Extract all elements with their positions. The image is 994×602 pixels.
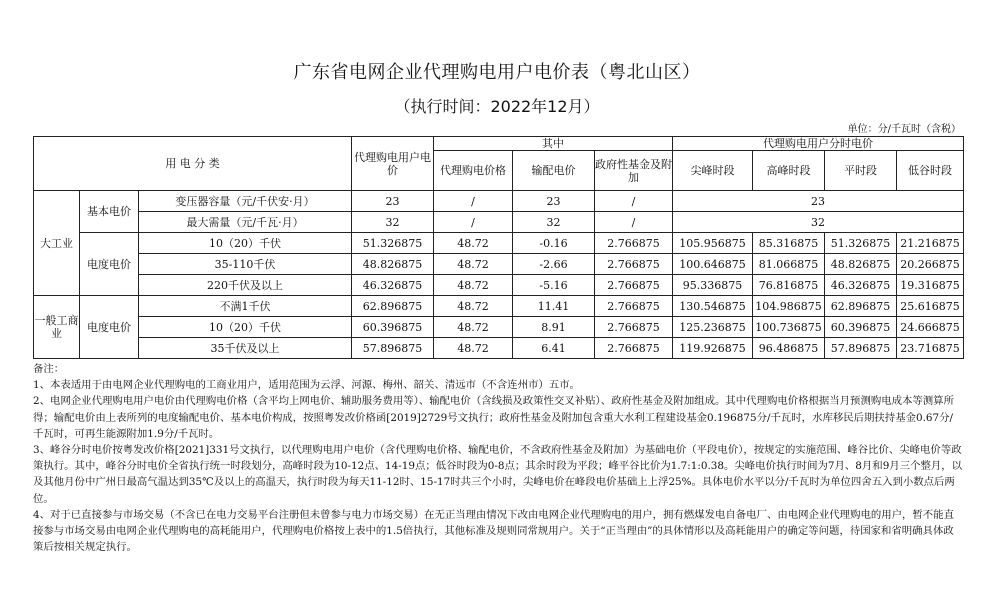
table-row xyxy=(34,275,964,296)
table-row xyxy=(34,338,964,359)
row-label: 220千伏及以上 xyxy=(139,275,352,296)
cell-peak: 96.486875 xyxy=(753,338,825,359)
cell-flat: 62.896875 xyxy=(825,296,897,317)
cell-purchase: 48.72 xyxy=(434,317,513,338)
cell-fund: 2.766875 xyxy=(595,317,673,338)
cell-peak-top: 125.236875 xyxy=(673,317,753,338)
cell-transmission: 23 xyxy=(513,191,595,212)
cell-purchase: 48.72 xyxy=(434,233,513,254)
cell-peak: 100.736875 xyxy=(753,317,825,338)
cell-transmission: 11.41 xyxy=(513,296,595,317)
header-tou: 代理购电用户分时电价 xyxy=(673,137,964,151)
cell-peak-top: 95.336875 xyxy=(673,275,753,296)
header-of-which: 其中 xyxy=(434,137,673,151)
note-item: 4、对于已直接参与市场交易（不含已在电力交易平台注册但未曾参与电力市场交易）在无正当理由情况下改由电网企业代理购电的用户，拥有燃煤发电自备电厂、由电网企业代理购电的用户，暂不能直接参与市场交易由电网企业代理购电的高耗能用户，代理购电价格按上表中的1.5倍执行，其他标准及规则同常规用户。关于“正当理由”的具体情形以及高耗能用户的确定等问题，待国家和省明确具体政策后按相关规定执行。 xyxy=(33,508,954,554)
cell-flat: 60.396875 xyxy=(825,317,897,338)
header-peak: 高峰时段 xyxy=(753,151,825,191)
document-subtitle: （执行时间：2022年12月） xyxy=(394,97,600,116)
cell-fund: / xyxy=(595,191,673,212)
cell-purchase: / xyxy=(434,212,513,233)
cell-flat: 51.326875 xyxy=(825,233,897,254)
table-row xyxy=(34,317,964,338)
cell-agent: 62.896875 xyxy=(352,296,434,317)
row-label: 变压器容量（元/千伏安·月） xyxy=(139,191,352,212)
note-item: 3、峰谷分时电价按粤发改价格[2021]331号文执行，以代理购电用户电价（含代理购电价格、输配电价，不含政府性基金及附加）为基础电价（平段电价），按规定的实施范围、峰谷比价、尖峰电价等政策执行。其中，峰谷分时电价全省执行统一时段划分，高峰时段为10-12点、14-19点；低谷时段为0-8点；其余时段为平段；峰平谷比价为1.7:1:0.38。尖峰电价执行时间为7月、8月和9月三个整月，以及其他月份中广州日最高气温达到35℃及以上的高温天，执行时段为每天11-12时、15-17时共三个小时，尖峰电价在峰段电价基础上上浮25%。具体电价水平以分/千瓦时为单位四舍五入到小数点后两位。 xyxy=(33,444,963,505)
group-large-industry: 大工业 xyxy=(34,191,80,296)
cell-peak: 76.816875 xyxy=(753,275,825,296)
cell-peak-top: 105.956875 xyxy=(673,233,753,254)
cell-purchase: / xyxy=(434,191,513,212)
row-label: 最大需量（元/千瓦·月） xyxy=(139,212,352,233)
cell-transmission: 8.91 xyxy=(513,317,595,338)
note-item: 1、本表适用于由电网企业代理购电的工商业用户，适用范围为云浮、河源、梅州、韶关、清远市（不含连州市）五市。 xyxy=(33,379,580,392)
notes-heading: 备注： xyxy=(33,363,65,375)
table-row xyxy=(34,212,964,233)
header-category: 用 电 分 类 xyxy=(34,137,352,191)
cell-peak-top: 119.926875 xyxy=(673,338,753,359)
header-agent-price: 代理购电用户电价 xyxy=(352,137,434,191)
cell-agent: 57.896875 xyxy=(352,338,434,359)
cell-purchase: 48.72 xyxy=(434,296,513,317)
group-energy-price: 电度电价 xyxy=(80,296,139,359)
cell-peak-top: 100.646875 xyxy=(673,254,753,275)
group-energy-price: 电度电价 xyxy=(80,233,139,296)
cell-transmission: -0.16 xyxy=(513,233,595,254)
row-label: 10（20）千伏 xyxy=(139,233,352,254)
header-flat: 平时段 xyxy=(825,151,897,191)
table-row xyxy=(34,191,964,212)
cell-flat: 48.826875 xyxy=(825,254,897,275)
cell-peak: 85.316875 xyxy=(753,233,825,254)
cell-tou: 32 xyxy=(673,212,964,233)
table-row xyxy=(34,233,964,254)
cell-peak: 104.986875 xyxy=(753,296,825,317)
row-label: 不满1千伏 xyxy=(139,296,352,317)
cell-fund: 2.766875 xyxy=(595,275,673,296)
document-title: 广东省电网企业代理购电用户电价表（粤北山区） xyxy=(293,62,701,83)
group-general-commerce: 一般工商业 xyxy=(34,296,80,359)
cell-valley: 19.316875 xyxy=(897,275,964,296)
cell-transmission: -2.66 xyxy=(513,254,595,275)
cell-purchase: 48.72 xyxy=(434,338,513,359)
cell-agent: 23 xyxy=(352,191,434,212)
cell-tou: 23 xyxy=(673,191,964,212)
table-row xyxy=(34,254,964,275)
cell-peak-top: 130.546875 xyxy=(673,296,753,317)
row-label: 35千伏及以上 xyxy=(139,338,352,359)
cell-valley: 21.216875 xyxy=(897,233,964,254)
cell-transmission: 6.41 xyxy=(513,338,595,359)
cell-agent: 48.826875 xyxy=(352,254,434,275)
row-label: 35-110千伏 xyxy=(139,254,352,275)
cell-purchase: 48.72 xyxy=(434,275,513,296)
cell-transmission: -5.16 xyxy=(513,275,595,296)
cell-agent: 46.326875 xyxy=(352,275,434,296)
cell-purchase: 48.72 xyxy=(434,254,513,275)
tariff-table xyxy=(33,136,964,359)
cell-valley: 24.666875 xyxy=(897,317,964,338)
group-basic-price: 基本电价 xyxy=(80,191,139,233)
row-label: 10（20）千伏 xyxy=(139,317,352,338)
cell-fund: 2.766875 xyxy=(595,254,673,275)
note-item: 2、电网企业代理购电用户电价由代理购电价格（含平均上网电价、辅助服务费用等）、输配电价（含线损及政策性交叉补贴）、政府性基金及附加组成。其中代理购电价格根据当月预测购电成本等测算所得；输配电价由上表所列的电度输配电价、基本电价构成，按照粤发改价格函[2019]2729号文执行；政府性基金及附加包含重大水利工程建设基金0.196875分/千瓦时，水库移民后期扶持基金0.67分/千瓦时，可再生能源附加1.9分/千瓦时。 xyxy=(33,395,954,440)
cell-flat: 46.326875 xyxy=(825,275,897,296)
cell-flat: 57.896875 xyxy=(825,338,897,359)
cell-transmission: 32 xyxy=(513,212,595,233)
cell-agent: 32 xyxy=(352,212,434,233)
header-peak-top: 尖峰时段 xyxy=(673,151,753,191)
header-transmission-price: 输配电价 xyxy=(513,151,595,191)
cell-valley: 25.616875 xyxy=(897,296,964,317)
cell-fund: / xyxy=(595,212,673,233)
header-valley: 低谷时段 xyxy=(897,151,964,191)
cell-valley: 20.266875 xyxy=(897,254,964,275)
table-row xyxy=(34,296,964,317)
cell-peak: 81.066875 xyxy=(753,254,825,275)
notes-section xyxy=(33,361,963,555)
cell-agent: 60.396875 xyxy=(352,317,434,338)
cell-agent: 51.326875 xyxy=(352,233,434,254)
unit-label: 单位：分/千瓦时（含税） xyxy=(847,124,961,135)
header-fund-surcharge: 政府性基金及附加 xyxy=(595,151,673,191)
cell-fund: 2.766875 xyxy=(595,233,673,254)
header-row xyxy=(34,137,964,151)
cell-fund: 2.766875 xyxy=(595,296,673,317)
cell-fund: 2.766875 xyxy=(595,338,673,359)
cell-valley: 23.716875 xyxy=(897,338,964,359)
header-purchase-price: 代理购电价格 xyxy=(434,151,513,191)
